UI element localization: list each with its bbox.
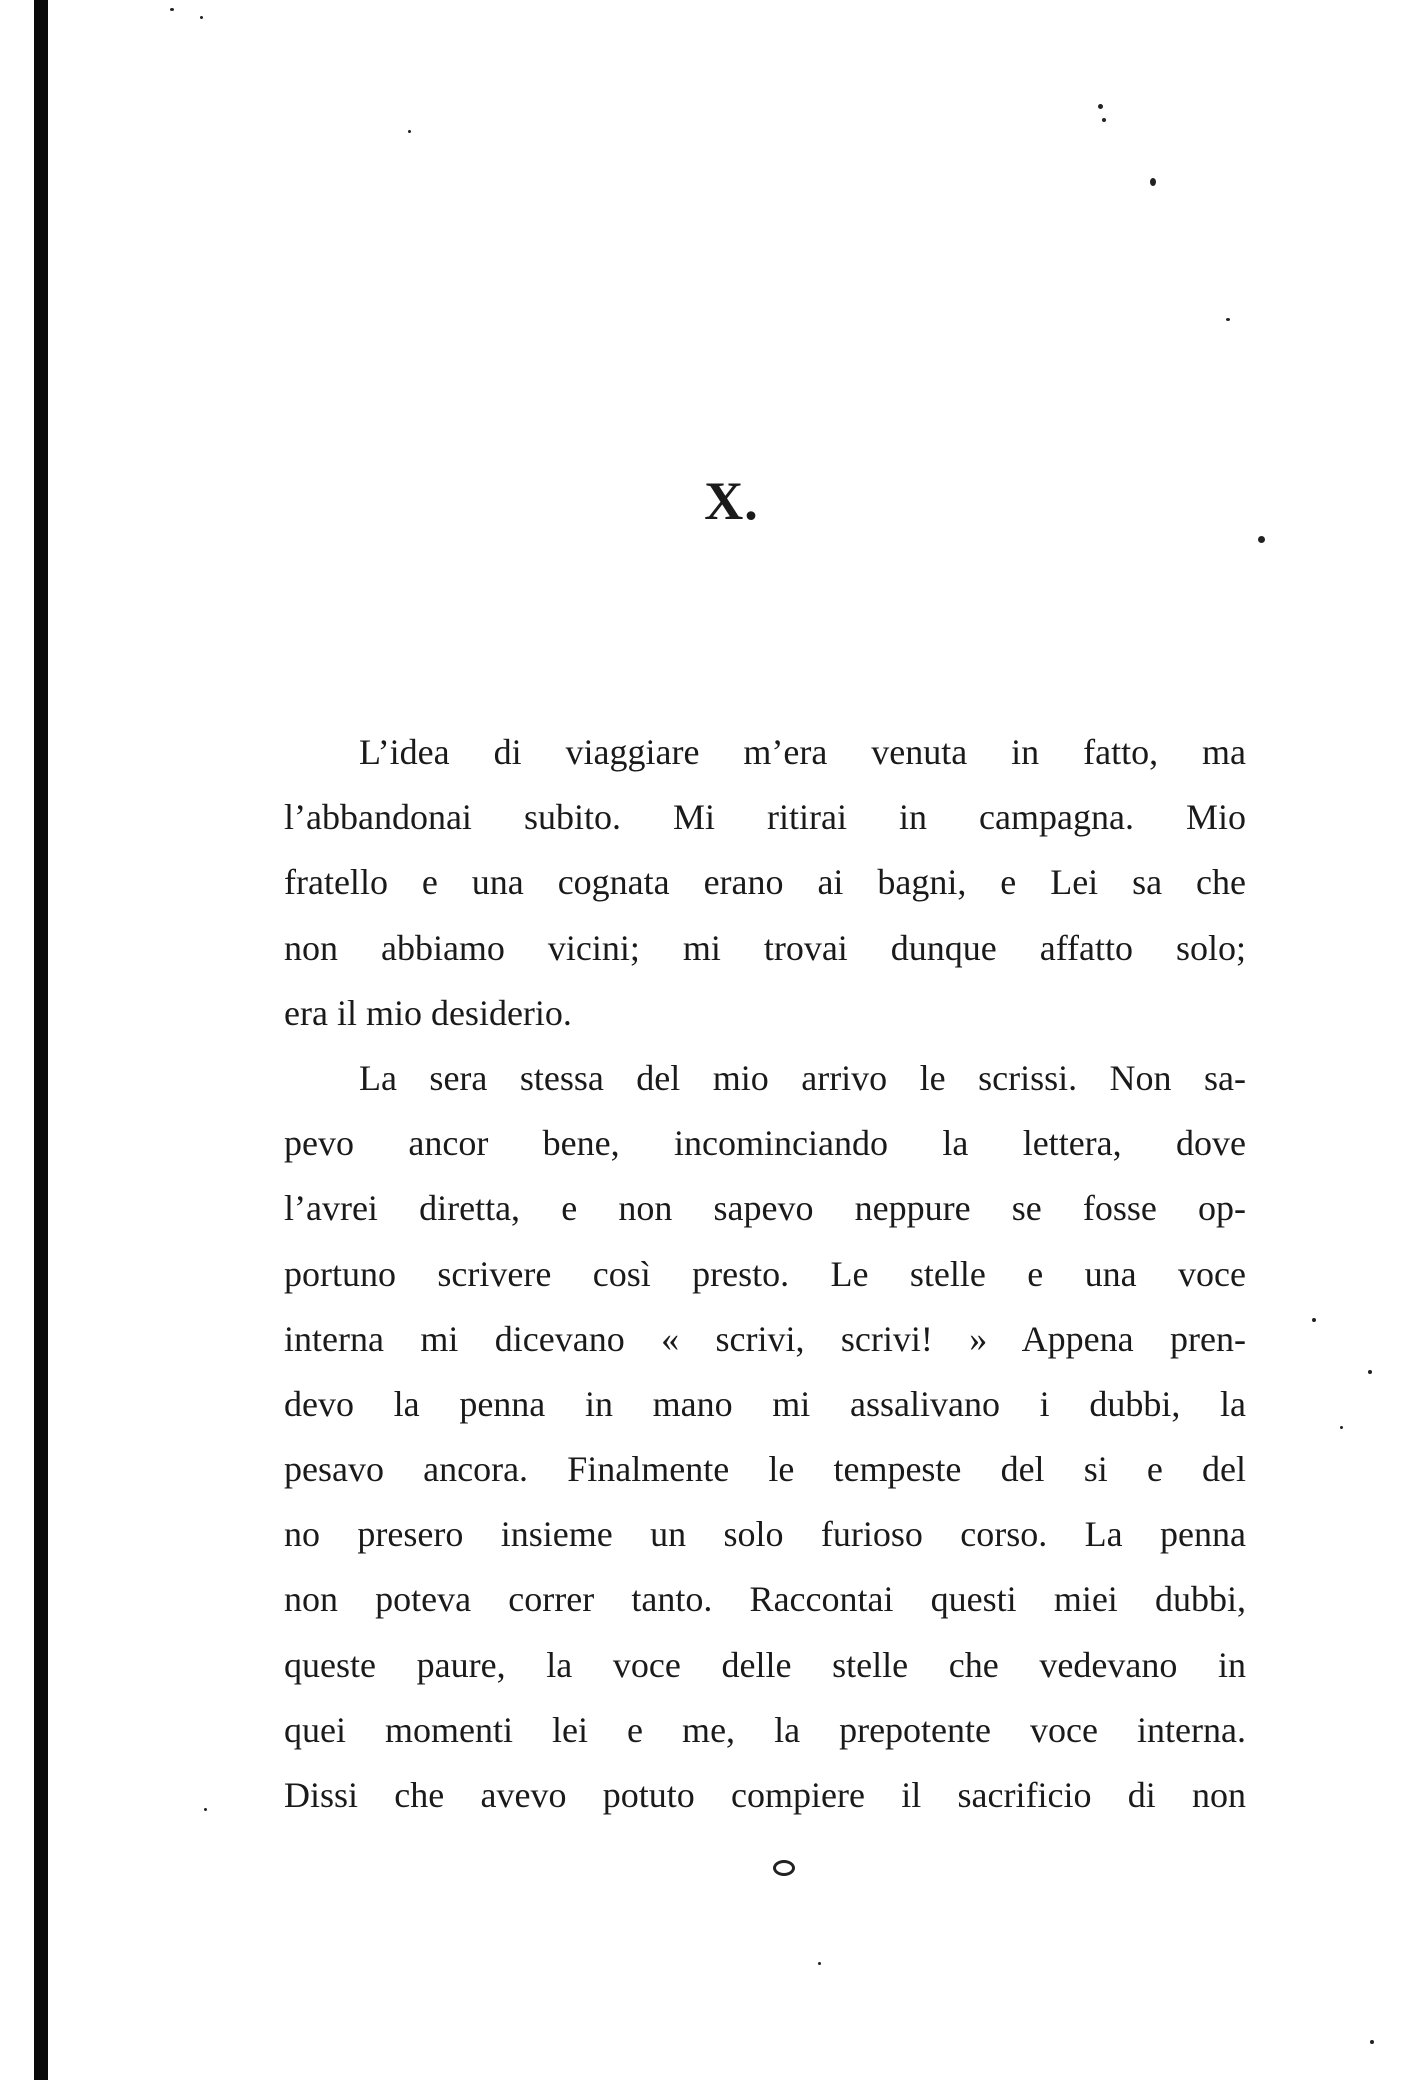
- paragraph-2: [284, 1046, 1246, 1828]
- text-line: portuno scrivere così presto. Le stelle e una voce: [284, 1253, 1246, 1294]
- text-line: devo la penna in mano mi assalivano i dubbi, la: [284, 1383, 1246, 1424]
- scan-speck: [818, 1962, 821, 1965]
- scan-speck: [1340, 1426, 1343, 1429]
- scan-speck: [1150, 178, 1156, 186]
- text-line: no presero insieme un solo furioso corso. La penna: [284, 1514, 1246, 1555]
- text-line: era il mio desiderio.: [284, 992, 572, 1033]
- text-line: queste paure, la voce delle stelle che vedevano in: [284, 1644, 1246, 1685]
- scan-speck: [1312, 1318, 1316, 1322]
- text-line: La sera stessa del mio arrivo le scrissi. Non sa-: [359, 1057, 1246, 1098]
- text-line: non abbiamo vicini; mi trovai dunque affatto solo;: [284, 927, 1246, 968]
- scan-speck: [170, 8, 174, 11]
- chapter-heading: X.: [704, 471, 759, 531]
- scan-speck: [1258, 536, 1265, 543]
- scan-speck: [1226, 318, 1230, 321]
- scan-speck: [1098, 104, 1103, 109]
- text-line: fratello e una cognata erano ai bagni, e Lei sa che: [284, 862, 1246, 903]
- text-line: pevo ancor bene, incominciando la lettera, dove: [284, 1123, 1246, 1164]
- scan-speck: [200, 16, 203, 19]
- scan-speck: [1370, 2040, 1374, 2044]
- scan-speck: [408, 130, 411, 133]
- scan-speck: [1102, 118, 1106, 122]
- text-line: L’idea di viaggiare m’era venuta in fatto, ma: [359, 732, 1246, 772]
- scan-speck: [1368, 1370, 1372, 1374]
- body-text: [284, 720, 1246, 1828]
- text-line: l’abbandonai subito. Mi ritirai in campagna. Mio: [284, 797, 1246, 838]
- text-line: quei momenti lei e me, la prepotente voce interna.: [284, 1709, 1246, 1750]
- paragraph-1: [284, 720, 1246, 1046]
- text-line: Dissi che avevo potuto compiere il sacrificio di non: [284, 1775, 1246, 1815]
- text-line: interna mi dicevano « scrivi, scrivi! » Appena pren-: [284, 1318, 1246, 1359]
- text-line: non poteva correr tanto. Raccontai questi miei dubbi,: [284, 1579, 1246, 1620]
- text-line: l’avrei diretta, e non sapevo neppure se fosse op-: [284, 1188, 1246, 1229]
- binding-edge: [34, 0, 48, 2080]
- text-line: pesavo ancora. Finalmente le tempeste del si e del: [284, 1449, 1246, 1490]
- scan-speck: [204, 1808, 207, 1811]
- page-ornament: [773, 1860, 795, 1876]
